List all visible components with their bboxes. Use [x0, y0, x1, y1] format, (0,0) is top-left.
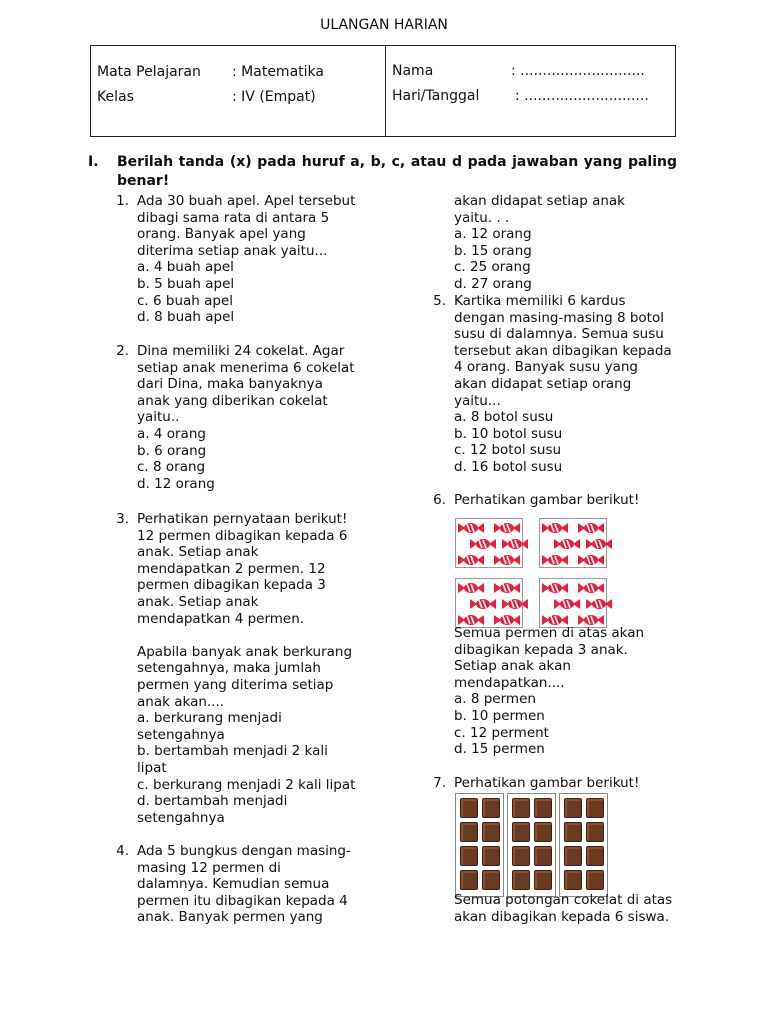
text-line: akan dibagikan kepada 6 siswa.	[454, 908, 670, 925]
chocolate-piece	[512, 870, 530, 890]
text-line: Perhatikan gambar berikut!	[454, 775, 640, 791]
text-line: yaitu. . .	[454, 209, 510, 226]
candy-icon	[554, 598, 580, 610]
chocolate-piece	[482, 822, 500, 842]
text-line: anak akan....	[137, 693, 225, 710]
text-line: 12 permen dibagikan kepada 6	[137, 527, 348, 544]
question-number: 4.	[116, 843, 129, 859]
question-body	[137, 843, 351, 926]
candy-icon	[542, 582, 568, 594]
text-line: yaitu...	[454, 392, 501, 409]
text-line	[137, 627, 355, 644]
text-line: c. 12 botol susu	[454, 442, 562, 459]
name-label: Nama	[392, 63, 434, 79]
chocolate-piece	[534, 798, 552, 818]
text-line: a. 8 botol susu	[454, 409, 554, 426]
candy-icon	[494, 582, 520, 594]
candy-icon	[470, 598, 496, 610]
candy-box	[455, 518, 523, 568]
section-numeral: I.	[88, 154, 99, 170]
text-line: tersebut akan dibagikan kepada	[454, 342, 672, 359]
text-line: Semua permen di atas akan	[454, 625, 645, 641]
question-number: 6.	[433, 492, 446, 508]
text-line: d. 12 orang	[137, 475, 215, 492]
text-line: b. 10 permen	[454, 707, 545, 724]
text-line: Ada 5 bungkus dengan masing-	[137, 843, 351, 859]
chocolate-piece	[512, 822, 530, 842]
text-line: permen dibagikan kepada 3	[137, 577, 326, 594]
chocolate-piece	[460, 822, 478, 842]
question-number: 5.	[433, 293, 446, 309]
chocolate-piece	[534, 846, 552, 866]
text-line: dari Dina, maka banyaknya	[137, 376, 323, 393]
text-line: a. 8 permen	[454, 691, 536, 708]
text-line: Perhatikan pernyataan berikut!	[137, 511, 348, 527]
question-body	[454, 492, 639, 509]
chocolate-piece	[534, 822, 552, 842]
section-text: Berilah tanda (x) pada huruf a, b, c, atau d pada jawaban yang paling benar!	[117, 154, 677, 189]
subject-label: Mata Pelajaran	[97, 64, 201, 80]
text-line: a. 12 orang	[454, 226, 532, 243]
text-line: a. 4 orang	[137, 425, 206, 442]
candy-icon	[458, 554, 484, 566]
candy-icon	[586, 538, 612, 550]
chocolate-piece	[564, 846, 582, 866]
chocolate-piece	[460, 798, 478, 818]
candy-icon	[578, 522, 604, 534]
candy-icon	[586, 598, 612, 610]
text-line: anak. Setiap anak	[137, 544, 259, 561]
chocolate-piece	[512, 846, 530, 866]
text-line: Setiap anak akan	[454, 658, 571, 675]
text-line: Kartika memiliki 6 kardus	[454, 293, 626, 309]
candy-icon	[542, 522, 568, 534]
text-line: c. 8 orang	[137, 459, 206, 476]
chocolate-bar	[455, 793, 504, 897]
chocolate-piece	[534, 870, 552, 890]
text-line: b. bertambah menjadi 2 kali	[137, 743, 328, 760]
text-line: d. bertambah menjadi	[137, 793, 288, 810]
chocolate-bar	[559, 793, 608, 897]
text-line: akan didapat setiap anak	[454, 193, 625, 209]
text-line: masing 12 permen di	[137, 859, 281, 876]
candy-icon	[502, 538, 528, 550]
text-line: setengahnya	[137, 726, 225, 743]
text-line: b. 6 orang	[137, 442, 207, 459]
text-line: mendapatkan 2 permen. 12	[137, 560, 326, 577]
candy-icon	[458, 582, 484, 594]
text-line: Semua potongan cokelat di atas	[454, 892, 673, 908]
question-number: 2.	[116, 343, 129, 359]
text-line: Apabila banyak anak berkurang	[137, 643, 353, 660]
chocolate-figure	[455, 793, 615, 899]
candy-box	[539, 578, 607, 628]
text-line: c. 6 buah apel	[137, 292, 234, 309]
question-body	[454, 293, 672, 476]
chocolate-piece	[564, 822, 582, 842]
text-line: anak. Setiap anak	[137, 593, 259, 610]
chocolate-piece	[482, 846, 500, 866]
text-line: 4 orang. Banyak susu yang	[454, 359, 638, 376]
question-body	[454, 625, 644, 758]
text-line: setengahnya	[137, 809, 225, 826]
chocolate-piece	[564, 870, 582, 890]
chocolate-bar	[507, 793, 556, 897]
text-line: b. 5 buah apel	[137, 275, 235, 292]
page-title: ULANGAN HARIAN	[320, 17, 448, 33]
text-line: setengahnya, maka jumlah	[137, 660, 321, 677]
question-number: 3.	[116, 511, 129, 527]
text-line: d. 27 orang	[454, 275, 532, 292]
text-line: dalamnya. Kemudian semua	[137, 876, 330, 893]
text-line: lipat	[137, 759, 167, 776]
identity-divider	[385, 46, 386, 136]
text-line: b. 10 botol susu	[454, 425, 563, 442]
text-line: yaitu..	[137, 409, 180, 426]
identity-box	[90, 45, 676, 137]
text-line: mendapatkan....	[454, 674, 565, 691]
question-number: 1.	[116, 193, 129, 209]
chocolate-piece	[586, 846, 604, 866]
candy-icon	[470, 538, 496, 550]
chocolate-piece	[512, 798, 530, 818]
chocolate-piece	[460, 870, 478, 890]
class-value: : IV (Empat)	[232, 89, 316, 105]
text-line: permen itu dibagikan kepada 4	[137, 892, 348, 909]
candy-box	[455, 578, 523, 628]
text-line: a. berkurang menjadi	[137, 710, 282, 727]
candy-icon	[494, 522, 520, 534]
text-line: c. berkurang menjadi 2 kali lipat	[137, 776, 356, 793]
text-line: mendapatkan 4 permen.	[137, 610, 305, 627]
chocolate-piece	[586, 870, 604, 890]
text-line: akan didapat setiap orang	[454, 375, 632, 392]
question-number: 7.	[433, 775, 446, 791]
candy-figure	[455, 518, 615, 630]
question-body	[454, 193, 625, 293]
text-line: dibagi sama rata di antara 5	[137, 209, 330, 226]
text-line: diterima setiap anak yaitu...	[137, 242, 328, 259]
subject-value: : Matematika	[232, 64, 324, 80]
candy-icon	[494, 554, 520, 566]
date-label: Hari/Tanggal	[392, 88, 480, 104]
text-line: anak. Banyak permen yang	[137, 909, 323, 926]
text-line: dibagikan kepada 3 anak.	[454, 641, 628, 658]
chocolate-piece	[482, 870, 500, 890]
text-line: Ada 30 buah apel. Apel tersebut	[137, 193, 356, 209]
text-line: setiap anak menerima 6 cokelat	[137, 359, 355, 376]
text-line: susu di dalamnya. Semua susu	[454, 326, 664, 343]
candy-icon	[542, 554, 568, 566]
date-field[interactable]: : ............................	[515, 88, 649, 104]
chocolate-piece	[586, 798, 604, 818]
text-line: d. 15 permen	[454, 741, 545, 758]
candy-icon	[458, 522, 484, 534]
candy-box	[539, 518, 607, 568]
chocolate-piece	[482, 798, 500, 818]
chocolate-piece	[564, 798, 582, 818]
chocolate-piece	[586, 822, 604, 842]
class-label: Kelas	[97, 89, 134, 105]
text-line: a. 4 buah apel	[137, 259, 234, 276]
candy-icon	[502, 598, 528, 610]
text-line: permen yang diterima setiap	[137, 676, 334, 693]
candy-icon	[578, 582, 604, 594]
text-line: b. 15 orang	[454, 242, 532, 259]
text-line: dengan masing-masing 8 botol	[454, 309, 664, 326]
candy-icon	[554, 538, 580, 550]
question-body	[137, 343, 355, 492]
text-line: anak yang diberikan cokelat	[137, 392, 328, 409]
question-body	[137, 193, 355, 326]
text-line: c. 12 perment	[454, 724, 549, 741]
candy-icon	[578, 554, 604, 566]
text-line: Perhatikan gambar berikut!	[454, 492, 640, 508]
chocolate-piece	[460, 846, 478, 866]
text-line: d. 8 buah apel	[137, 309, 235, 326]
question-body	[454, 775, 639, 792]
text-line: orang. Banyak apel yang	[137, 226, 306, 243]
text-line: c. 25 orang	[454, 259, 531, 276]
question-body	[137, 511, 355, 826]
question-body	[454, 892, 672, 925]
name-field[interactable]: : ............................	[511, 63, 645, 79]
text-line: d. 16 botol susu	[454, 458, 563, 475]
text-line: Dina memiliki 24 cokelat. Agar	[137, 343, 345, 359]
